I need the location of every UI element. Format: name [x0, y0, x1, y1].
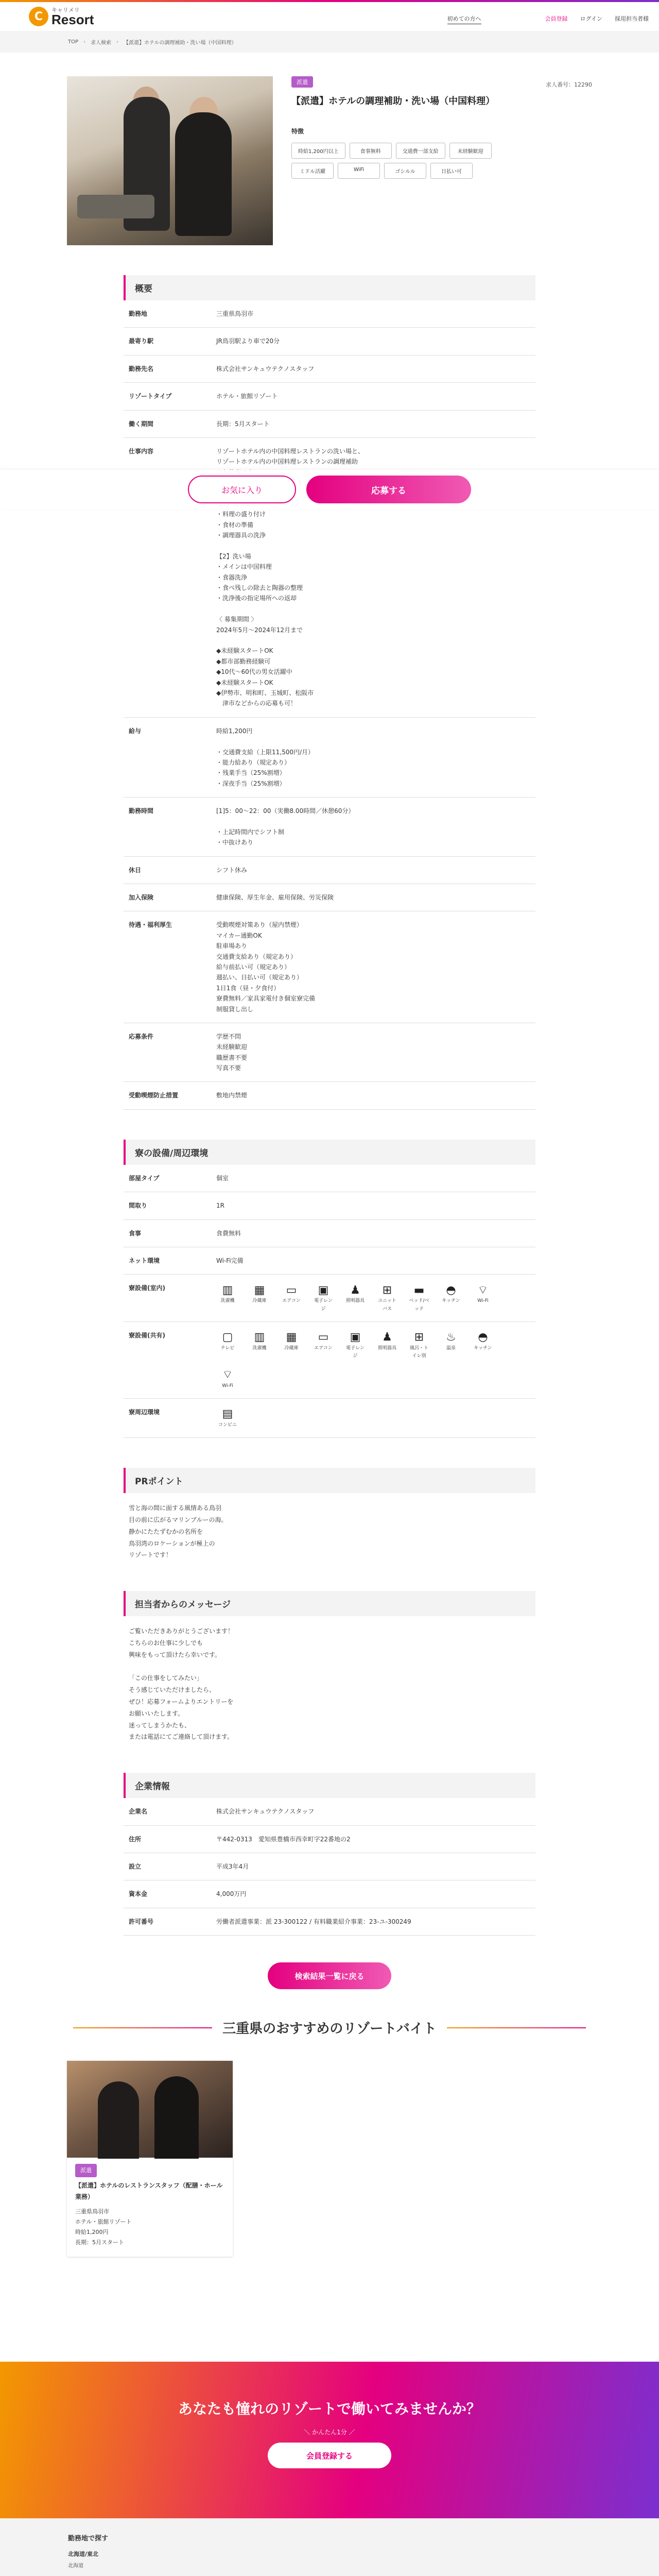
logo-main-text: Resort — [51, 11, 94, 27]
equipment-item — [312, 1283, 335, 1313]
table-row — [124, 717, 535, 797]
equipment-label: キッチン — [474, 1346, 492, 1351]
shared-equipment-icons — [216, 1330, 505, 1390]
equipment-label: 照明器具 — [345, 1298, 365, 1304]
cta-title: あなたも憧れのリゾートで働いてみませんか？ — [178, 2400, 481, 2418]
overview-table — [124, 300, 535, 1110]
row-value: [1]5：00〜22：00（実働8.00時間／休憩60分） ・上記時間内でシフト制 ・中抜けあり — [216, 798, 535, 857]
table-row — [124, 410, 535, 437]
card-location: 三重県鳥羽市 — [75, 2208, 109, 2215]
equipment-item — [216, 1368, 239, 1390]
company-table — [124, 1798, 535, 1936]
row-value: 敷地内禁煙 — [216, 1082, 535, 1109]
table-row — [124, 1192, 535, 1219]
equipment-icon: ▣ — [318, 1283, 329, 1297]
row-label: 許可番号 — [124, 1908, 216, 1935]
equipment-icon: ♟ — [382, 1331, 392, 1344]
footer — [0, 2518, 659, 2576]
equipment-icon: ⌔ — [222, 1368, 233, 1381]
table-row — [124, 1219, 535, 1247]
row-label: 食事 — [124, 1219, 216, 1247]
table-row — [124, 798, 535, 857]
first-time-link[interactable]: 初めての方へ — [447, 14, 481, 24]
feature-tag: ミドル活躍 — [291, 163, 334, 179]
cta-sub: ＼ かんたん1分 ／ — [304, 2429, 355, 2436]
feature-tag: ゴシルル — [384, 163, 426, 179]
overview-heading: 概要 — [124, 275, 535, 300]
equipment-icon: ▭ — [318, 1331, 329, 1344]
equipment-icon: ▥ — [222, 1283, 233, 1297]
row-value: 三重県鳥羽市 — [216, 300, 535, 328]
equipment-label: テレビ — [220, 1346, 235, 1351]
row-value: 株式会社サンキュウテクノスタッフ — [216, 355, 535, 382]
footer-region-name: 北海道/東北 — [68, 2551, 99, 2558]
cta-register-button[interactable]: 会員登録する — [268, 2443, 391, 2468]
row-value: 時給1,200円 ・交通費支給（上限11,500円/月） ・能力給あり（規定あり） ・残業手当（25%割増） ・深夜手当（25%割増） — [216, 717, 535, 797]
breadcrumb — [0, 31, 659, 53]
breadcrumb-separator-icon: › — [83, 39, 86, 45]
card-wage: 時給1,200円 — [75, 2228, 109, 2235]
row-label: 間取り — [124, 1192, 216, 1219]
table-row — [124, 1082, 535, 1109]
fixed-action-bar — [0, 470, 659, 509]
row-label: 加入保険 — [124, 884, 216, 911]
login-link[interactable]: ログイン — [580, 15, 602, 22]
row-value: 健康保険、厚生年金、雇用保険、労災保険 — [216, 884, 535, 911]
equipment-item — [376, 1283, 398, 1313]
recommend-job-photo — [67, 2061, 233, 2158]
features-title: 特徴 — [291, 128, 304, 135]
job-id-value: 12290 — [574, 81, 592, 88]
apply-button[interactable]: 応募する — [306, 476, 471, 503]
row-value: 学歴不問 未経験歓迎 職歴書不要 写真不要 — [216, 1023, 535, 1082]
breadcrumb-search[interactable]: 求人検索 — [91, 40, 112, 46]
equipment-item — [248, 1283, 271, 1313]
card-period: 長期：5月スタート — [75, 2239, 124, 2246]
equipment-icon: ▥ — [254, 1331, 265, 1344]
breadcrumb-current: 【派遣】ホテルの調理補助・洗い場（中国料理） — [124, 40, 237, 46]
feature-tag: 日払い可 — [430, 163, 473, 179]
private-equipment-icons — [216, 1283, 505, 1313]
equipment-label: コンビニ — [218, 1422, 237, 1428]
equipment-item — [248, 1330, 271, 1361]
equipment-item — [280, 1330, 303, 1361]
equipment-icon: ▤ — [222, 1408, 233, 1421]
feature-tag: 食事無料 — [350, 143, 392, 159]
row-label: 待遇・福利厚生 — [124, 911, 216, 1023]
row-label: 設立 — [124, 1853, 216, 1880]
row-value: 長期：5月スタート — [216, 410, 535, 437]
pr-text: 雪と海の間に面する風情ある鳥羽 目の前に広がるマリンブルーの海。 静かにたたずむかの名所を 鳥羽湾のロケーションが極上の リゾートです！ — [129, 1504, 228, 1559]
feature-tag: WiFi — [338, 163, 380, 179]
table-row — [124, 328, 535, 355]
equipment-item — [280, 1283, 303, 1313]
equipment-icon: ⊞ — [414, 1331, 424, 1344]
table-row — [124, 1023, 535, 1082]
breadcrumb-top[interactable]: TOP — [68, 39, 79, 45]
table-row — [124, 1825, 535, 1853]
environment-label: 寮周辺環境 — [124, 1398, 216, 1437]
equipment-icon: ⌔ — [477, 1283, 489, 1297]
equipment-item — [408, 1283, 430, 1313]
equipment-item — [216, 1283, 239, 1313]
equipment-icon: ▦ — [254, 1283, 265, 1297]
row-label: 住所 — [124, 1825, 216, 1853]
row-value: 個室 — [216, 1165, 535, 1192]
feature-tag: 交通費一部支給 — [396, 143, 445, 159]
equipment-label: キッチン — [442, 1298, 460, 1304]
row-value: 平成3年4月 — [216, 1853, 535, 1880]
job-type-badge: 派遣 — [291, 76, 313, 88]
private-equipment-label: 寮設備(室内) — [124, 1275, 216, 1322]
equipment-label: ベッド/ベッド — [409, 1298, 429, 1312]
register-link[interactable]: 会員登録 — [545, 15, 568, 22]
job-photo — [67, 76, 273, 245]
employer-link[interactable]: 採用担当者様 — [615, 15, 649, 22]
row-value: 株式会社サンキュウテクノスタッフ — [216, 1798, 535, 1825]
environment-icons — [216, 1407, 505, 1429]
breadcrumb-separator-icon: › — [116, 39, 119, 45]
equipment-icon: ◓ — [478, 1331, 488, 1344]
row-value: ホテル・旅館リゾート — [216, 383, 535, 410]
equipment-label: 風呂・トイレ別 — [409, 1346, 428, 1359]
card-badge: 派遣 — [75, 2164, 97, 2177]
row-label: 部屋タイプ — [124, 1165, 216, 1192]
equipment-label: Wi-Fi — [477, 1298, 489, 1304]
row-label: 休日 — [124, 856, 216, 884]
row-value: 食費無料 — [216, 1219, 535, 1247]
message-heading: 担当者からのメッセージ — [124, 1591, 535, 1616]
row-label: 勤務地 — [124, 300, 216, 328]
back-to-results-button[interactable]: 検索結果一覧に戻る — [268, 1962, 391, 1989]
equipment-label: 電子レンジ — [346, 1346, 365, 1359]
equipment-label: 照明器具 — [377, 1346, 396, 1351]
row-value: 〒442-0313 愛知県豊橋市西幸町字22番地の2 — [216, 1825, 535, 1853]
pr-heading: PRポイント — [124, 1468, 535, 1493]
equipment-icon: ▬ — [413, 1283, 425, 1297]
row-value: 受動喫煙対策あり（屋内禁煙） マイカー通勤OK 駐車場あり 交通費支給あり（規定あり） 給与前払い可（規定あり） 週払い、日払い可（規定あり） 1日1食（昼・夕食付） 寮費無料／家具家電付き個室寮完備 制服貸し出し — [216, 911, 535, 1023]
equipment-label: 冷蔵庫 — [284, 1346, 299, 1351]
table-row — [124, 300, 535, 328]
job-id — [291, 80, 592, 89]
message-text: ご覧いただきありがとうございます！ こちらのお仕事に少しでも 興味をもって頂けたら幸いです。 「この仕事をしてみたい」 そう感じていただけましたら、 ぜひ！応募フォームよりエントリーを お願いいたします。 迷ってしまうかたも、 または電話にてご連絡して頂けます。 — [129, 1628, 234, 1741]
equipment-label: 冷蔵庫 — [252, 1298, 267, 1304]
company-heading: 企業情報 — [124, 1773, 535, 1798]
equipment-icon: ▭ — [286, 1283, 297, 1297]
table-row — [124, 1247, 535, 1275]
row-value: Wi-Fi完備 — [216, 1247, 535, 1275]
table-row — [124, 856, 535, 884]
facility-heading: 寮の設備/周辺環境 — [124, 1140, 535, 1165]
equipment-label: エアコン — [314, 1346, 333, 1351]
table-row — [124, 1908, 535, 1935]
equipment-label: 温泉 — [446, 1346, 456, 1351]
site-header — [0, 2, 659, 31]
equipment-icon: ◓ — [446, 1283, 456, 1297]
row-label: ネット環境 — [124, 1247, 216, 1275]
row-value: シフト休み — [216, 856, 535, 884]
table-row — [124, 911, 535, 1023]
table-row — [124, 1853, 535, 1880]
row-label: 企業名 — [124, 1798, 216, 1825]
row-value: JR鳥羽駅より車で20分 — [216, 328, 535, 355]
job-title: 【派遣】ホテルの調理補助・洗い場（中国料理） — [291, 96, 495, 107]
row-label: 給与 — [124, 717, 216, 797]
row-label: 応募条件 — [124, 1023, 216, 1082]
footer-location-title: 勤務地で探す — [68, 2535, 109, 2543]
footer-regions — [68, 2550, 659, 2576]
row-label: 勤務時間 — [124, 798, 216, 857]
equipment-icon: ▢ — [222, 1331, 233, 1344]
equipment-icon: ▦ — [286, 1331, 297, 1344]
recommend-heading — [0, 2018, 659, 2037]
logo-mark-icon: C — [29, 7, 48, 26]
equipment-item — [344, 1330, 367, 1361]
equipment-item — [376, 1330, 398, 1361]
row-label: 仕事内容 — [124, 437, 216, 717]
equipment-label: 電子レンジ — [314, 1298, 333, 1312]
row-label: 受動喫煙防止措置 — [124, 1082, 216, 1109]
row-label: 働く期間 — [124, 410, 216, 437]
equipment-label: エアコン — [282, 1298, 301, 1304]
recommend-heading-text: 三重県のおすすめのリゾートバイト — [222, 2021, 437, 2037]
equipment-label: 洗濯機 — [252, 1346, 267, 1351]
row-value: 労働者派遣事業：派 23-300122 / 有料職業紹介事業：23-ユ-300249 — [216, 1908, 535, 1935]
row-value: リゾートホテル内の中国料理レストランの洗い場と、 リゾートホテル内の中国料理レストランの調理補助 ・料理の盛り付け ・食材の準備 ・調理器具の洗浄 【2】洗い場 ・メインは中国料理 ・食器洗浄 ・食べ残しの除去と陶器の整理 ・洗浄後の指定場所への返却 〈 募集期間 〉 2024年5月〜2024年12月まで ◆未経験スタートOK ◆都市部勤務経験可 ◆10代〜60代の男女活躍中 ◆未経験スタートOK ◆伊勢市、明和町、玉城町、松阪市 津市などからの応募も可！ — [216, 437, 535, 717]
heading-divider — [447, 2027, 586, 2028]
row-value: 1R — [216, 1192, 535, 1219]
equipment-item — [472, 1330, 494, 1361]
logo-small-text: キャリメリ — [51, 6, 80, 13]
site-logo[interactable] — [29, 7, 94, 26]
row-label: 勤務先名 — [124, 355, 216, 382]
equipment-label: ユニットバス — [378, 1298, 396, 1312]
equipment-item — [440, 1330, 462, 1361]
footer-pref-link[interactable]: 北海道 — [68, 2563, 83, 2569]
row-value: 4,000万円 — [216, 1880, 535, 1908]
equipment-item — [216, 1330, 239, 1361]
table-row — [124, 355, 535, 382]
card-resort-type: ホテル・旅館リゾート — [75, 2218, 132, 2225]
equipment-icon: ⊞ — [382, 1283, 392, 1297]
register-cta-banner — [0, 2362, 659, 2518]
equipment-label: Wi-Fi — [222, 1383, 233, 1388]
facility-table — [124, 1165, 535, 1438]
shared-equipment-label: 寮設備(共有) — [124, 1322, 216, 1399]
equipment-item — [312, 1330, 335, 1361]
equipment-label: 洗濯機 — [220, 1298, 235, 1304]
heading-divider — [73, 2027, 212, 2028]
feature-tags — [291, 143, 518, 179]
equipment-icon: ♨ — [446, 1331, 456, 1344]
recommend-job-card[interactable] — [67, 2061, 233, 2257]
favorite-button[interactable]: お気に入り — [188, 476, 296, 503]
footer-pref-list — [68, 2561, 659, 2569]
equipment-item — [344, 1283, 367, 1313]
card-title: 【派遣】ホテルのレストランスタッフ（配膳・ホール業務） — [75, 2181, 223, 2200]
row-label: 最寄り駅 — [124, 328, 216, 355]
equipment-item — [408, 1330, 430, 1361]
equipment-icon: ♟ — [350, 1283, 360, 1297]
equipment-item — [440, 1283, 462, 1313]
header-nav — [447, 2, 649, 31]
table-row — [124, 884, 535, 911]
row-label: リゾートタイプ — [124, 383, 216, 410]
equipment-icon: ▣ — [350, 1331, 361, 1344]
table-row — [124, 383, 535, 410]
table-row — [124, 1798, 535, 1825]
feature-tag: 時給1,200円以上 — [291, 143, 345, 159]
row-label: 資本金 — [124, 1880, 216, 1908]
table-row — [124, 1165, 535, 1192]
equipment-item — [472, 1283, 494, 1313]
table-row — [124, 1880, 535, 1908]
feature-tag: 未経験歓迎 — [449, 143, 492, 159]
job-id-label: 求人番号： — [546, 81, 574, 88]
equipment-item — [216, 1407, 239, 1429]
